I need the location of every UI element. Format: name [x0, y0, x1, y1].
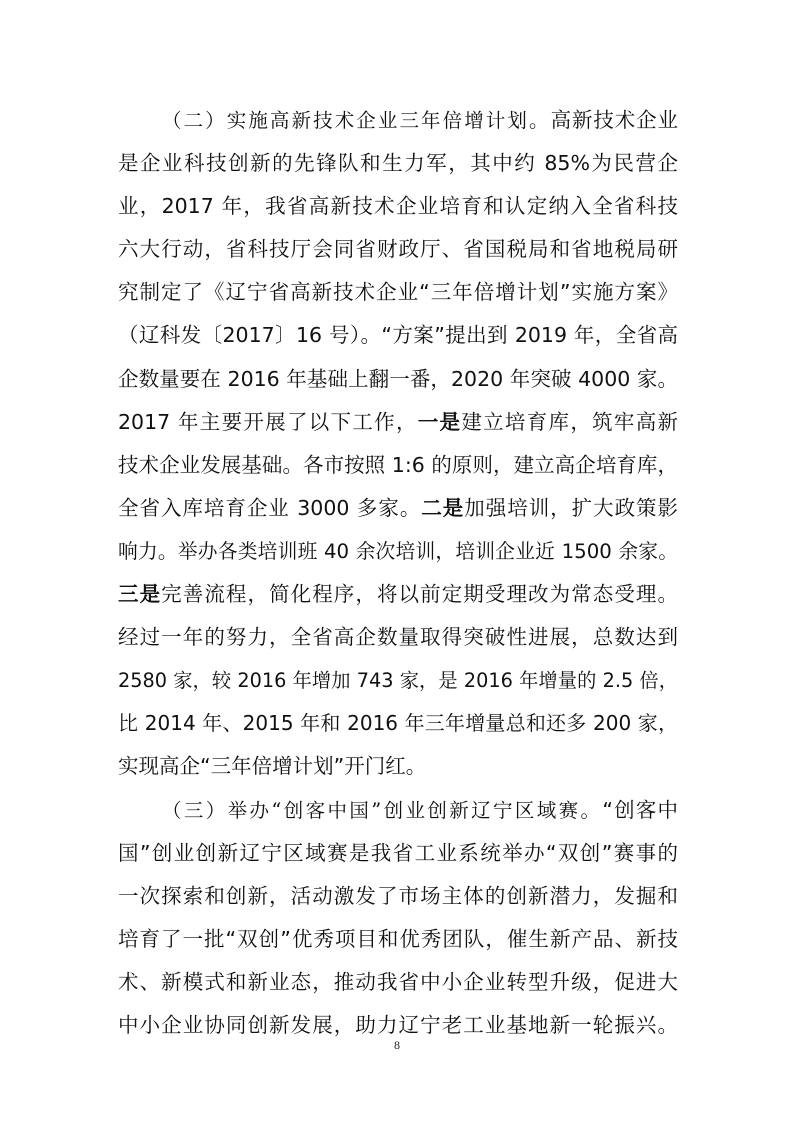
- body-text-span: 技术企业发展基础。各市按照 1:6 的原则，建立高企培育库，: [118, 452, 678, 477]
- body-text-span: 加强培训，扩大政策影: [464, 495, 679, 520]
- text-line: [118, 142, 678, 185]
- body-text-span: 培育了一批“双创”优秀项目和优秀团队，催生新产品、新技: [118, 926, 678, 951]
- text-line: [118, 616, 678, 659]
- emphasis-text: 三是: [118, 582, 162, 607]
- body-text-span: 业，2017 年，我省高新技术企业培育和认定纳入全省科技: [118, 194, 678, 219]
- body-text-span: 比 2014 年、2015 年和 2016 年三年增量总和还多 200 家，: [118, 711, 678, 736]
- text-line: [118, 875, 678, 918]
- text-line: [118, 487, 678, 530]
- body-text-span: 全省入库培育企业 3000 多家。: [118, 495, 422, 520]
- emphasis-text: 二是: [421, 495, 465, 520]
- text-line: [118, 314, 678, 357]
- body-text-span: 六大行动，省科技厅会同省财政厅、省国税局和省地税局研: [118, 237, 678, 262]
- body-text: [118, 99, 678, 1047]
- body-text-span: 是企业科技创新的先锋队和生力军，其中约 85%为民营企: [118, 151, 678, 176]
- body-text-span: 一次探索和创新，活动激发了市场主体的创新潜力，发掘和: [118, 883, 678, 908]
- emphasis-text: 一是: [417, 409, 462, 434]
- body-text-span: 2580 家，较 2016 年增加 743 家，是 2016 年增量的 2.5 倍，: [118, 669, 678, 693]
- body-text-span: 响力。举办各类培训班 40 余次培训，培训企业近 1500 余家。: [118, 539, 678, 563]
- text-line: [118, 271, 678, 314]
- body-text-span: “创客中: [602, 797, 678, 822]
- body-text-span: （辽科发〔2017〕16 号）。“方案”提出到 2019 年，全省高: [118, 323, 678, 348]
- text-line: [118, 918, 678, 961]
- text-line: [118, 358, 678, 401]
- body-text-span: 术、新模式和新业态，推动我省中小企业转型升级，促进大: [118, 969, 678, 994]
- body-text-span: 2017 年主要开展了以下工作，: [118, 409, 418, 434]
- text-line: [118, 573, 678, 616]
- text-line: [118, 228, 678, 271]
- text-line: [118, 961, 678, 1004]
- text-line: [118, 702, 678, 745]
- section-heading: （二）实施高新技术企业三年倍增计划。: [162, 109, 551, 132]
- text-line: [118, 444, 678, 487]
- text-line: [118, 659, 678, 702]
- body-text-span: 经过一年的努力，全省高企数量取得突破性进展，总数达到: [118, 625, 678, 650]
- section-heading: （三）举办“创客中国”创业创新辽宁区域赛。: [162, 798, 603, 822]
- page-number: 8: [394, 1038, 400, 1052]
- body-text-span: 国”创业创新辽宁区域赛是我省工业系统举办“双创”赛事的: [118, 840, 678, 865]
- body-text-span: 建立培育库，筑牢高新: [461, 409, 679, 434]
- body-text-span: 企数量要在 2016 年基础上翻一番，2020 年突破 4000 家。: [118, 366, 678, 391]
- body-text-span: 究制定了《辽宁省高新技术企业“三年倍增计划”实施方案》: [118, 280, 678, 305]
- text-line: [118, 401, 678, 444]
- text-line: [118, 185, 678, 228]
- text-line: [118, 789, 678, 832]
- text-line: [118, 832, 678, 875]
- body-text-span: 完善流程，简化程序，将以前定期受理改为常态受理。: [161, 582, 679, 607]
- text-line: [118, 530, 678, 573]
- body-text-span: 中小企业协同创新发展，助力辽宁老工业基地新一轮振兴。: [118, 1012, 678, 1037]
- text-line: [118, 745, 678, 788]
- body-text-span: 实现高企“三年倍增计划”开门红。: [118, 754, 427, 779]
- text-line: [118, 99, 678, 142]
- body-text-span: 高新技术企业: [550, 108, 678, 132]
